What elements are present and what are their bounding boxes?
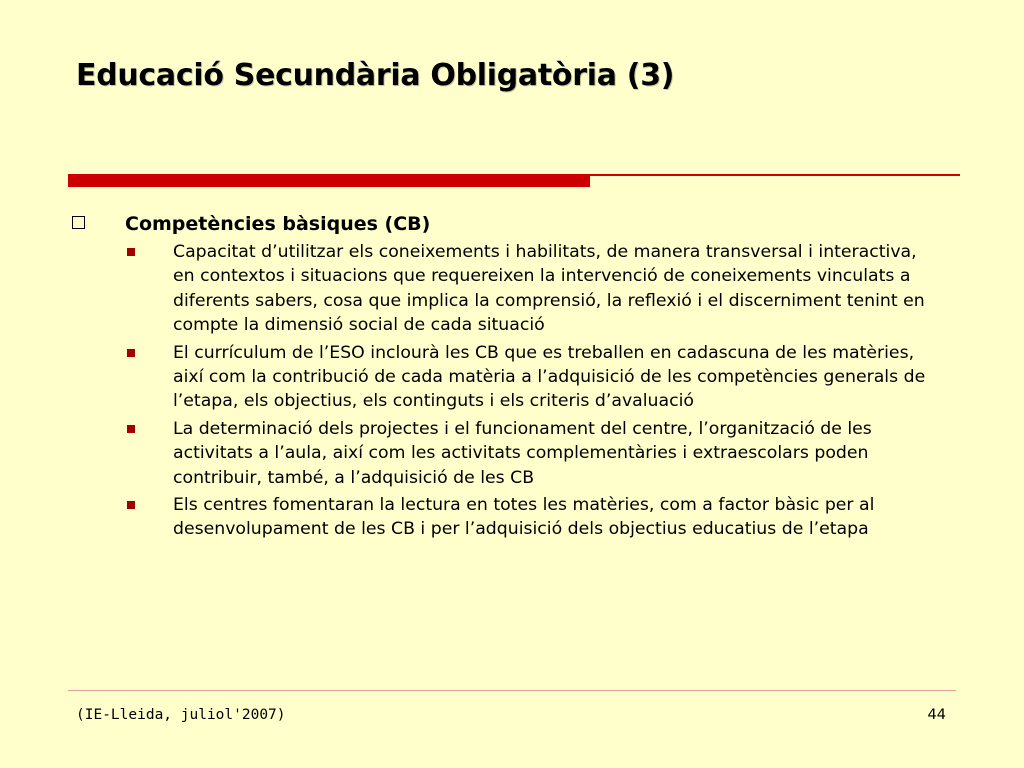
square-bullet-icon <box>127 248 135 256</box>
hollow-square-bullet-icon <box>72 216 85 229</box>
footer-divider <box>68 690 956 691</box>
list-item-text: Capacitat d’utilitzar els coneixements i habilitats, de manera transversal i interactiva, en contextos i situacions que requereixen la intervenció de coneixements vinculats a diferents sabers, cosa que implica la comprensió, la reflexió i el discerniment tenint en compte la dimensió social de cada situació <box>173 242 925 336</box>
square-bullet-icon <box>127 425 135 433</box>
list-item-text: Els centres fomentaran la lectura en totes les matèries, com a factor bàsic per al desenvolupament de les CB i per l’adquisició dels objectius educatius de l’etapa <box>173 495 875 540</box>
list-item-text: El currículum de l’ESO inclourà les CB que es treballen en cadascuna de les matèries, així com la contribució de cada matèria a l’adquisició de les competències generals de l’etapa, els objectius, els continguts i els criteris d’avaluació <box>173 342 926 412</box>
footer-source: (IE-Lleida, juliol'2007) <box>76 707 286 723</box>
section-heading-row <box>72 210 952 238</box>
square-bullet-icon <box>127 349 135 357</box>
list-item <box>72 493 952 542</box>
page-number: 44 <box>927 707 946 723</box>
title-divider-thick <box>68 174 590 187</box>
title-divider-thin <box>590 174 960 176</box>
slide-title: Educació Secundària Obligatòria (3) <box>76 58 675 93</box>
list-item-text: La determinació dels projectes i el funcionament del centre, l’organització de les activitats a l’aula, així com les activitats complementàries i extraescolars poden contribuir, també, a l’adquisició de les CB <box>173 418 872 488</box>
square-bullet-icon <box>127 501 135 509</box>
slide-content <box>72 210 952 545</box>
bullet-list <box>72 240 952 542</box>
list-item <box>72 341 952 414</box>
list-item <box>72 240 952 338</box>
section-heading: Competències bàsiques (CB) <box>125 213 431 235</box>
list-item <box>72 417 952 490</box>
